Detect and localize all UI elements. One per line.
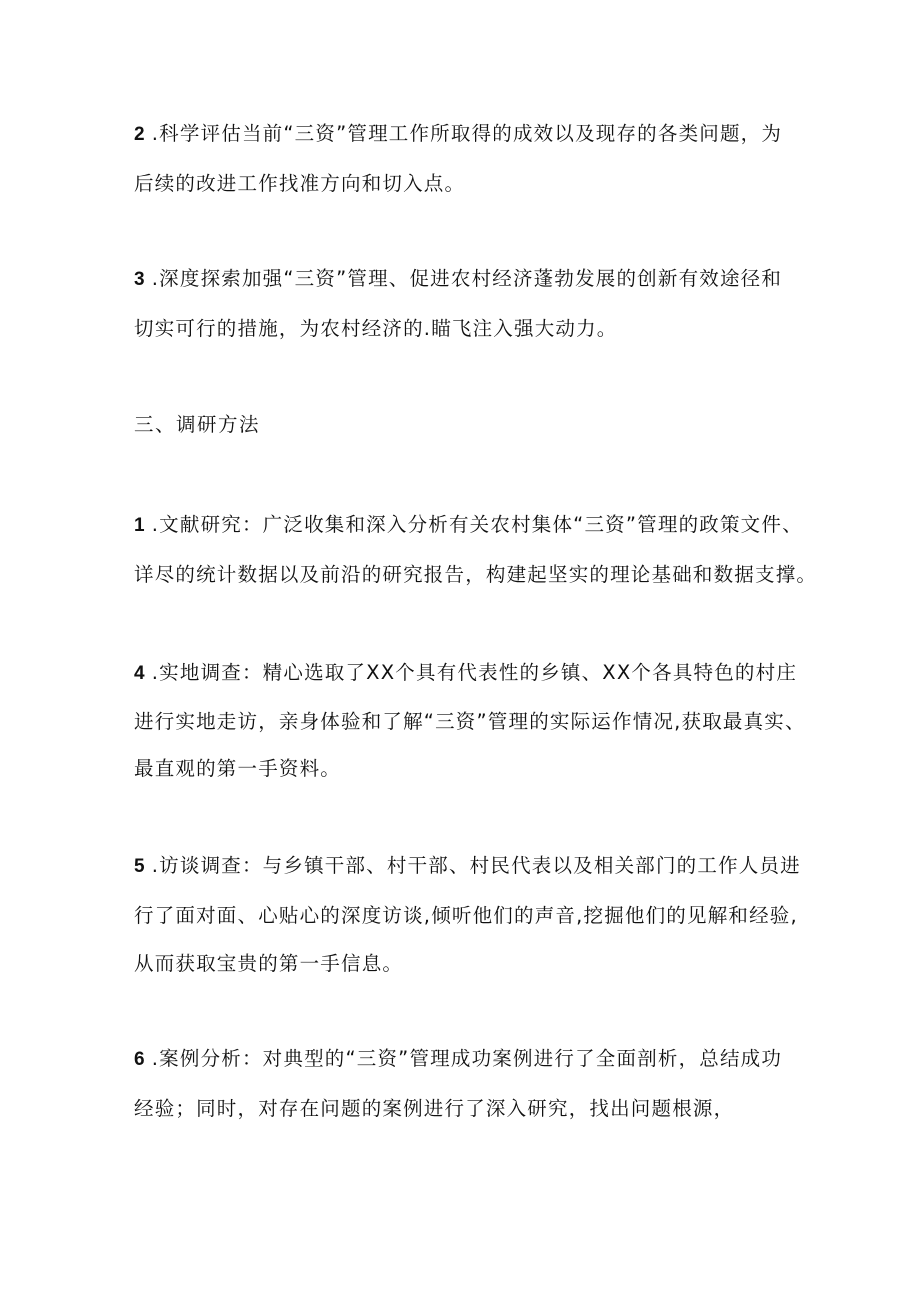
paragraph-text: .访谈调查：与乡镇干部、村干部、村民代表以及相关部门的工作人员进 — [151, 854, 801, 877]
paragraph-literature-line-1 — [134, 512, 803, 539]
list-number: 4 — [134, 663, 146, 684]
paragraph-4-line-3: 最直观的第一手资料。 — [134, 757, 342, 780]
paragraph-2-line-1 — [134, 121, 782, 148]
paragraph-literature-line-2: 详尽的统计数据以及前沿的研究报告，构建起坚实的理论基础和数据支撑。 — [134, 563, 818, 586]
paragraph-4-line-1 — [134, 660, 797, 687]
paragraph-5-line-1 — [134, 853, 801, 880]
paragraph-text: .实地调查：精心选取了XX个具有代表性的乡镇、XX个各具特色的村庄 — [151, 661, 798, 684]
paragraph-6-line-2: 经验；同时，对存在问题的案例进行了深入研究，找出问题根源， — [134, 1097, 735, 1120]
section-heading: 三、调研方法 — [134, 413, 261, 436]
paragraph-3-line-2: 切实可行的措施，为农村经济的.瞄飞注入强大动力。 — [134, 317, 618, 340]
paragraph-text: .深度探索加强“三资”管理、促进农村经济蓬勃发展的创新有效途径和 — [151, 267, 783, 290]
paragraph-text: .案例分析：对典型的“三资”管理成功案例进行了全面剖析，总结成功 — [151, 1047, 783, 1070]
list-number: 3 — [134, 269, 146, 290]
list-number: 2 — [134, 124, 146, 145]
paragraph-3-line-1 — [134, 266, 782, 293]
list-number: 5 — [134, 856, 146, 877]
paragraph-5-line-3: 从而获取宝贵的第一手信息。 — [134, 952, 404, 975]
paragraph-5-line-2: 行了面对面、心贴心的深度访谈,倾听他们的声音,挖掘他们的见解和经验, — [134, 904, 798, 927]
paragraph-text: .文献研究：广泛收集和深入分析有关农村集体“三资”管理的政策文件、 — [151, 513, 803, 536]
list-number: 1 — [134, 515, 146, 536]
paragraph-text: .科学评估当前“三资”管理工作所取得的成效以及现存的各类问题，为 — [151, 122, 783, 145]
paragraph-2-line-2: 后续的改进工作找准方向和切入点。 — [134, 172, 466, 195]
paragraph-4-line-2: 进行实地走访，亲身体验和了解“三资”管理的实际运作情况,获取最真实、 — [134, 710, 806, 733]
paragraph-6-line-1 — [134, 1046, 782, 1073]
list-number: 6 — [134, 1049, 146, 1070]
